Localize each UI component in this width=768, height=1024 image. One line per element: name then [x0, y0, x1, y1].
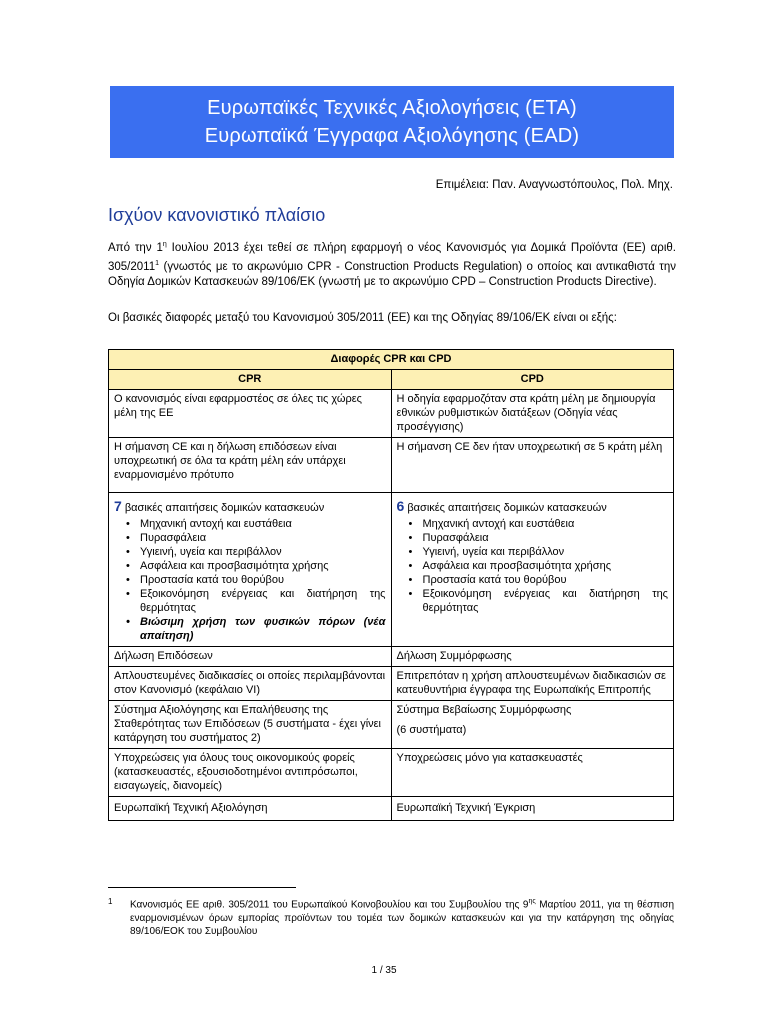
table-caption-row — [109, 350, 674, 370]
footnote-text-1: Κανονισμός ΕΕ αριθ. 305/2011 του Ευρωπαϊκού Κοινοβουλίου και του Συμβουλίου της 9 — [130, 899, 529, 911]
cell-cpd-line-2: (6 συστήματα) — [396, 724, 467, 736]
differences-table — [108, 349, 674, 821]
list-item: • Υγιεινή, υγεία και περιβάλλον — [140, 545, 386, 559]
title-line-2: Ευρωπαϊκά Έγγραφα Αξιολόγησης (EAD) — [204, 125, 580, 147]
footnote-ref: 1 — [155, 260, 160, 268]
cell-cpd — [391, 701, 674, 749]
table-row — [109, 749, 674, 797]
table-caption: Διαφορές CPR και CPD — [109, 350, 674, 370]
cpd-requirement-count: 6 — [396, 498, 405, 514]
table-row — [109, 701, 674, 749]
list-item: • Εξοικονόμηση ενέργειας και διατήρηση της θερμότητας — [423, 587, 669, 615]
cpr-requirements-intro: βασικές απαιτήσεις δομικών κατασκευών — [121, 502, 325, 514]
title-line-1: Ευρωπαϊκές Τεχνικές Αξιολογήσεις (ΕΤΑ) — [207, 97, 577, 119]
para1-text-2: Ιουλίου 2013 έχει τεθεί σε πλήρη εφαρμογή ο νέος Κανονισμός για Δομικά Προϊόντα (ΕΕ) αριθ. 305/2011 — [108, 241, 676, 274]
table-header-row — [109, 370, 674, 390]
table-row — [109, 647, 674, 667]
list-item: • Υγιεινή, υγεία και περιβάλλον — [423, 545, 669, 559]
table-row-requirements — [109, 493, 674, 647]
cell-cpr: Ευρωπαϊκή Τεχνική Αξιολόγηση — [109, 797, 392, 821]
para1-text-3: (γνωστός με το ακρωνύμιο CPR - Construction Products Regulation) ο οποίος και αντικαθιστά την Οδηγία Δομικών Κατασκευών 89/106/ΕΚ (γνωστή με το ακρωνύμιο CPD – Construction Products Directive). — [108, 261, 676, 289]
footnote-number: 1 — [108, 897, 113, 906]
list-item: • Εξοικονόμηση ενέργειας και διατήρηση της θερμότητας — [140, 587, 386, 615]
footnote-text — [130, 895, 674, 939]
cell-cpd-requirements — [391, 493, 674, 647]
cell-cpd: Η οδηγία εφαρμοζόταν στα κράτη μέλη με δημιουργία εθνικών ρυθμιστικών διατάξεων (Οδηγία νέας προσέγγισης) — [391, 390, 674, 438]
list-item: • Προστασία κατά του θορύβου — [423, 573, 669, 587]
footnote-sup: ης — [528, 898, 536, 905]
cell-cpr-requirements — [109, 493, 392, 647]
cell-cpd-line-1: Σύστημα Βεβαίωσης Συμμόρφωσης — [396, 704, 572, 716]
table-row — [109, 797, 674, 821]
table-row — [109, 667, 674, 701]
cell-cpd: Επιτρεπόταν η χρήση απλουστευμένων διαδικασιών σε κατευθυντήρια έγγραφα της Ευρωπαϊκής Επιτροπής — [391, 667, 674, 701]
cell-cpr: Σύστημα Αξιολόγησης και Επαλήθευσης της Σταθερότητας των Επιδόσεων (5 συστήματα - έχει γίνει κατάργηση του συστήματος 2) — [109, 701, 392, 749]
title-banner — [110, 86, 674, 158]
table-row — [109, 390, 674, 438]
footnote-text-2: Μαρτίου 2011, για τη θέσπιση εναρμονισμένων όρων εμπορίας προϊόντων του τομέα των δομικών κατασκευών και για την κατάργηση της οδηγίας 89/106/ΕΟΚ του Συμβουλίου — [130, 899, 674, 938]
editor-credit: Επιμέλεια: Παν. Αναγνωστόπουλος, Πολ. Μηχ. — [435, 179, 673, 191]
cpd-requirements-list — [397, 517, 669, 615]
cpd-requirements-intro: βασικές απαιτήσεις δομικών κατασκευών — [404, 502, 607, 514]
list-item: • Ασφάλεια και προσβασιμότητα χρήσης — [423, 559, 669, 573]
table-row — [109, 438, 674, 493]
cell-cpd: Δήλωση Συμμόρφωσης — [391, 647, 674, 667]
column-header-cpr: CPR — [109, 370, 392, 390]
list-item: • Ασφάλεια και προσβασιμότητα χρήσης — [140, 559, 386, 573]
section-heading: Ισχύον κανονιστικό πλαίσιο — [108, 205, 326, 225]
cell-cpr: Η σήμανση CE και η δήλωση επιδόσεων είναι υποχρεωτική σε όλα τα κράτη μέλη εάν υπάρχει εναρμονισμένο πρότυπο — [109, 438, 392, 493]
list-item: • Προστασία κατά του θορύβου — [140, 573, 386, 587]
intro-paragraph — [108, 237, 676, 291]
cell-cpd: Υποχρεώσεις μόνο για κατασκευαστές — [391, 749, 674, 797]
footnote-separator — [108, 887, 296, 888]
footnote — [108, 895, 674, 939]
cell-cpr: Δήλωση Επιδόσεων — [109, 647, 392, 667]
para1-sup: η — [162, 241, 167, 248]
list-item: • Πυρασφάλεια — [423, 531, 669, 545]
list-item: • Μηχανική αντοχή και ευστάθεια — [423, 517, 669, 531]
column-header-cpd: CPD — [391, 370, 674, 390]
list-item: • Πυρασφάλεια — [140, 531, 386, 545]
cell-cpd: Ευρωπαϊκή Τεχνική Έγκριση — [391, 797, 674, 821]
differences-intro-paragraph: Οι βασικές διαφορές μεταξύ του Κανονισμού 305/2011 (ΕΕ) και της Οδηγίας 89/106/ΕΚ είναι οι εξής: — [108, 312, 617, 324]
page-number: 1 / 35 — [371, 965, 397, 976]
cell-cpd: Η σήμανση CE δεν ήταν υποχρεωτική σε 5 κράτη μέλη — [391, 438, 674, 493]
cell-cpr: Απλουστευμένες διαδικασίες οι οποίες περιλαμβάνονται στον Κανονισμό (κεφάλαιο VI) — [109, 667, 392, 701]
list-item: • Μηχανική αντοχή και ευστάθεια — [140, 517, 386, 531]
cell-cpr: Υποχρεώσεις για όλους τους οικονομικούς φορείς (κατασκευαστές, εξουσιοδοτημένοι αντιπρόσωποι, εισαγωγείς, διανομείς) — [109, 749, 392, 797]
cpr-requirement-count: 7 — [114, 498, 122, 514]
list-item-new-requirement: • Βιώσιμη χρήση των φυσικών πόρων (νέα απαίτηση) — [140, 615, 386, 643]
para1-text-1: Από την 1 — [108, 241, 163, 254]
cell-cpr: Ο κανονισμός είναι εφαρμοστέος σε όλες τις χώρες μέλη της ΕΕ — [109, 390, 392, 438]
cpr-requirements-list — [114, 517, 386, 643]
